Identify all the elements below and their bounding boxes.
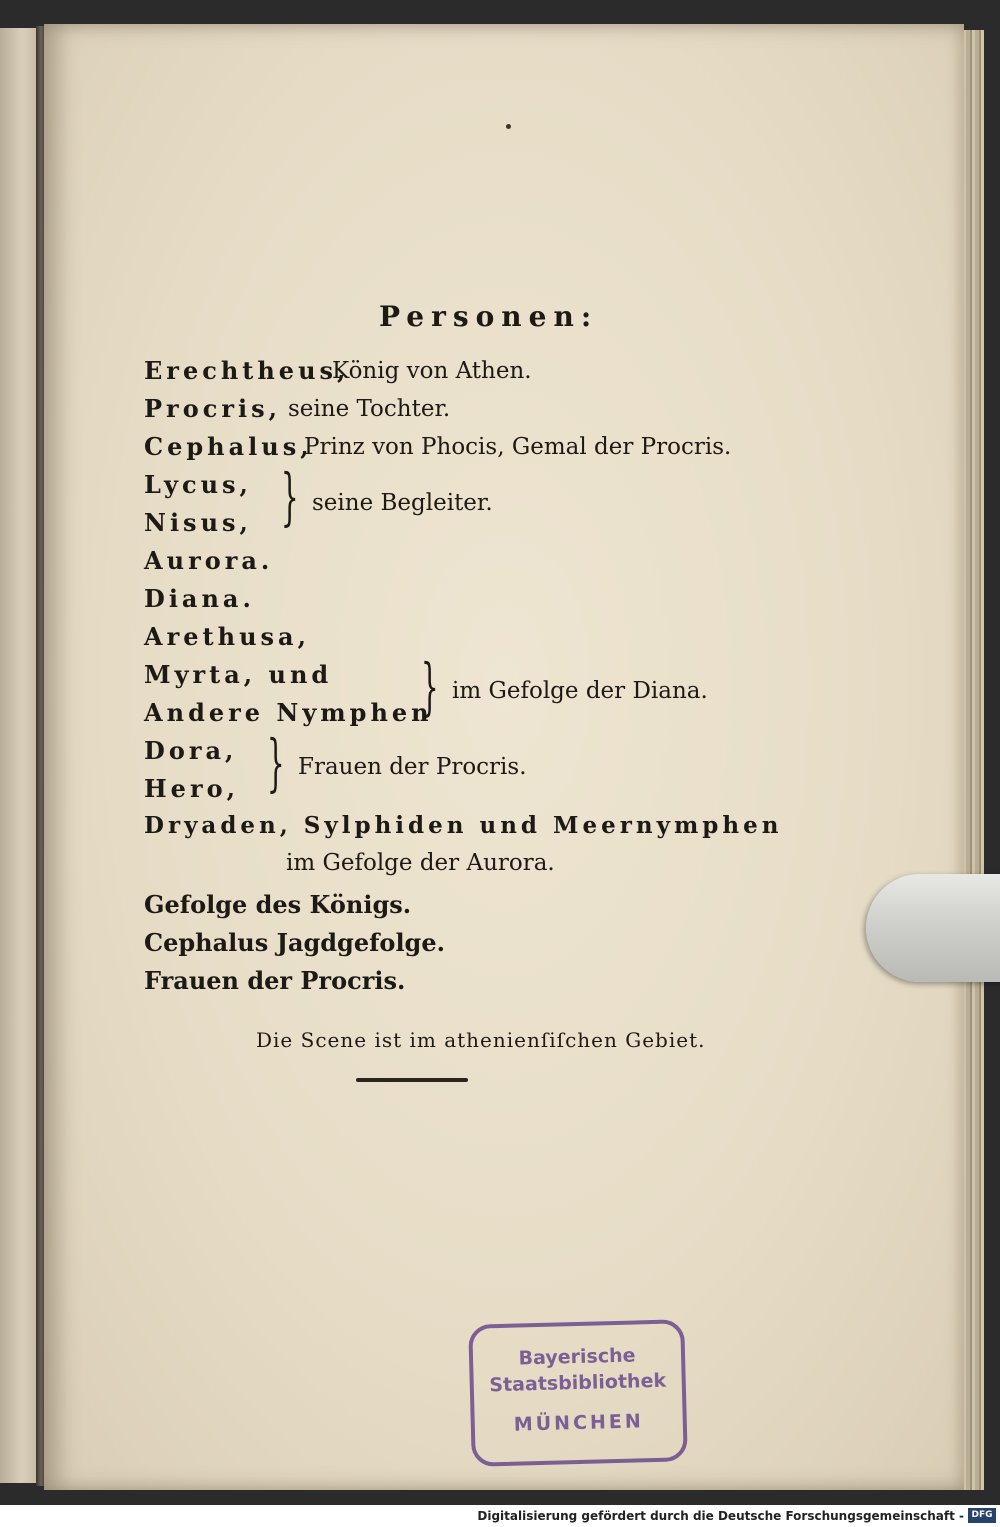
character-name: Lycus, [144,470,252,499]
stamp-line: Bayerische [518,1344,636,1370]
group-role: seine Begleiter. [312,490,493,516]
scene-note: Die Scene ist im athenienſiſchen Gebiet. [256,1028,706,1052]
stamp-line: MÜNCHEN [513,1410,645,1436]
group-role: im Gefolge der Diana. [452,678,708,704]
character-name: Arethusa, [144,622,310,651]
group-brace: } [280,460,299,533]
stamp-line: Staatsbibliothek [489,1369,667,1397]
character-name: Dora, [144,736,238,765]
page-clip [866,874,1000,982]
character-name: Procris, [144,394,281,423]
character-name: Aurora. [144,546,274,575]
character-name: Andere Nymphen [144,698,433,727]
character-name: Gefolge des Königs. [144,890,412,919]
character-name: Erechtheus, [144,356,350,385]
page-heading: Personen: [379,300,599,333]
footer-credit: Digitalisierung gefördert durch die Deutsche Forschungsgemeinschaft - [477,1509,964,1523]
character-name: Cephalus Jagdgefolge. [144,928,445,957]
character-role: seine Tochter. [288,396,451,422]
book-page [44,24,964,1490]
character-name: Nisus, [144,508,252,537]
character-role: Prinz von Phocis, Gemal der Procris. [304,434,732,460]
character-name: Hero, [144,774,239,803]
character-name: Cephalus, [144,432,313,461]
group-role: Frauen der Procris. [298,754,527,780]
group-role: im Gefolge der Aurora. [286,850,555,876]
character-name: Myrta, und [144,660,333,689]
group-brace: } [420,650,439,723]
character-name: Dryaden, Sylphiden und Meernymphen [144,812,783,839]
character-role: König von Athen. [332,358,532,384]
ink-dot [506,124,511,129]
character-name: Frauen der Procris. [144,966,406,995]
ornamental-rule [356,1078,468,1082]
dfg-logo: DFG [968,1508,996,1523]
character-name: Diana. [144,584,255,613]
library-stamp [468,1319,688,1467]
group-brace: } [266,726,285,799]
